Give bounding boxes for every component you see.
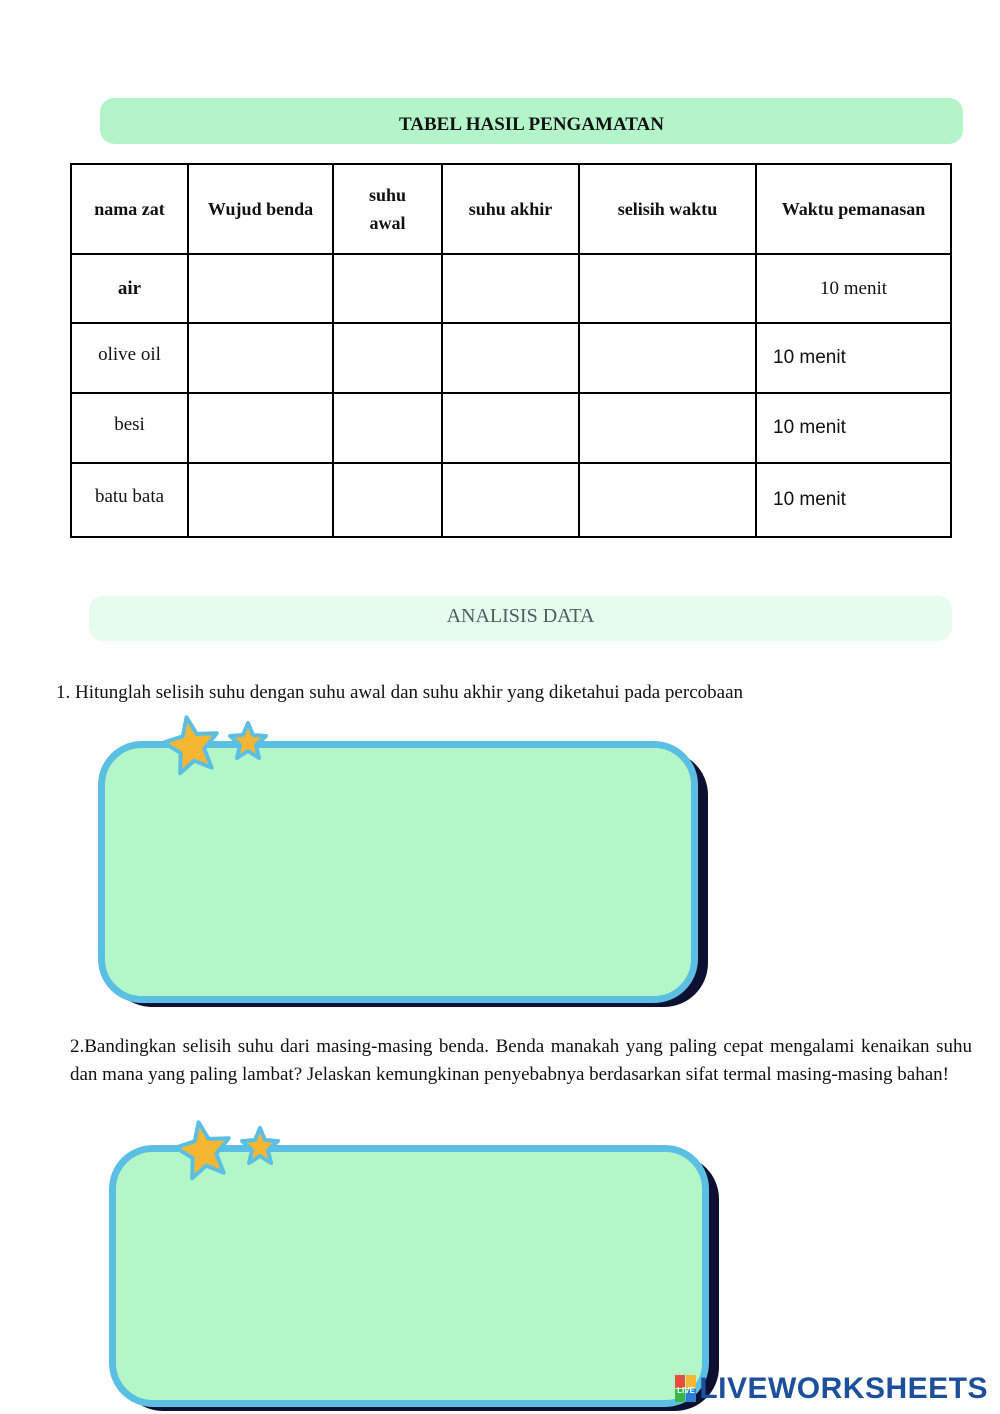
cell-selisih[interactable] <box>579 393 756 463</box>
logo-mark-text: LIVE <box>677 1386 696 1395</box>
star-icon <box>160 713 223 776</box>
question-1: 1. Hitunglah selisih suhu dengan suhu awal dan suhu akhir yang diketahui pada percobaan <box>56 682 743 703</box>
brand-name: LIVEWORKSHEETS <box>699 1372 988 1405</box>
table-header-row <box>71 164 951 254</box>
table-row <box>71 254 951 323</box>
cell-suhu-awal[interactable] <box>333 393 442 463</box>
stars-icon <box>158 705 278 785</box>
cell-nama: besi <box>71 393 188 463</box>
table-row <box>71 393 951 463</box>
logo-mark-icon <box>675 1375 697 1403</box>
cell-nama: air <box>71 254 188 323</box>
header-selisih-waktu: selisih waktu <box>579 164 756 254</box>
cell-selisih[interactable] <box>579 254 756 323</box>
header-suhu-awal <box>333 164 442 254</box>
header-suhu-akhir: suhu akhir <box>442 164 579 254</box>
header-suhu-awal-text: suhu awal <box>368 185 407 233</box>
cell-wujud[interactable] <box>188 323 333 393</box>
cell-selisih[interactable] <box>579 323 756 393</box>
cell-suhu-awal[interactable] <box>333 323 442 393</box>
cell-nama: olive oil <box>71 323 188 393</box>
cell-nama: batu bata <box>71 463 188 537</box>
analysis-banner <box>89 596 952 641</box>
table-row <box>71 463 951 537</box>
analysis-title: ANALISIS DATA <box>446 605 595 627</box>
cell-selisih[interactable] <box>579 463 756 537</box>
table-title-banner <box>100 98 963 144</box>
star-icon <box>172 1118 235 1181</box>
cell-wujud[interactable] <box>188 254 333 323</box>
cell-wujud[interactable] <box>188 463 333 537</box>
cell-suhu-akhir[interactable] <box>442 393 579 463</box>
cell-waktu: 10 menit <box>756 393 951 463</box>
cell-wujud[interactable] <box>188 393 333 463</box>
star-icon <box>230 723 266 758</box>
liveworksheets-logo[interactable] <box>675 1372 988 1406</box>
cell-suhu-akhir[interactable] <box>442 463 579 537</box>
cell-suhu-akhir[interactable] <box>442 323 579 393</box>
header-nama-zat: nama zat <box>71 164 188 254</box>
question-2: 2.Bandingkan selisih suhu dari masing-masing benda. Benda manakah yang paling cepat mengalami kenaikan suhu dan mana yang paling lambat? Jelaskan kemungkinan penyebabnya berdasarkan sifat termal masing-masing bahan! <box>70 1036 972 1085</box>
cell-waktu: 10 menit <box>756 463 951 537</box>
cell-suhu-awal[interactable] <box>333 254 442 323</box>
stars-icon <box>170 1110 290 1190</box>
cell-waktu: 10 menit <box>756 323 951 393</box>
header-waktu-pemanasan: Waktu pemanasan <box>756 164 951 254</box>
table-row <box>71 323 951 393</box>
cell-suhu-akhir[interactable] <box>442 254 579 323</box>
header-wujud-benda: Wujud benda <box>188 164 333 254</box>
cell-suhu-awal[interactable] <box>333 463 442 537</box>
table-title: TABEL HASIL PENGAMATAN <box>399 114 664 135</box>
star-icon <box>242 1128 278 1163</box>
cell-waktu: 10 menit <box>756 254 951 323</box>
observation-table <box>70 163 952 538</box>
